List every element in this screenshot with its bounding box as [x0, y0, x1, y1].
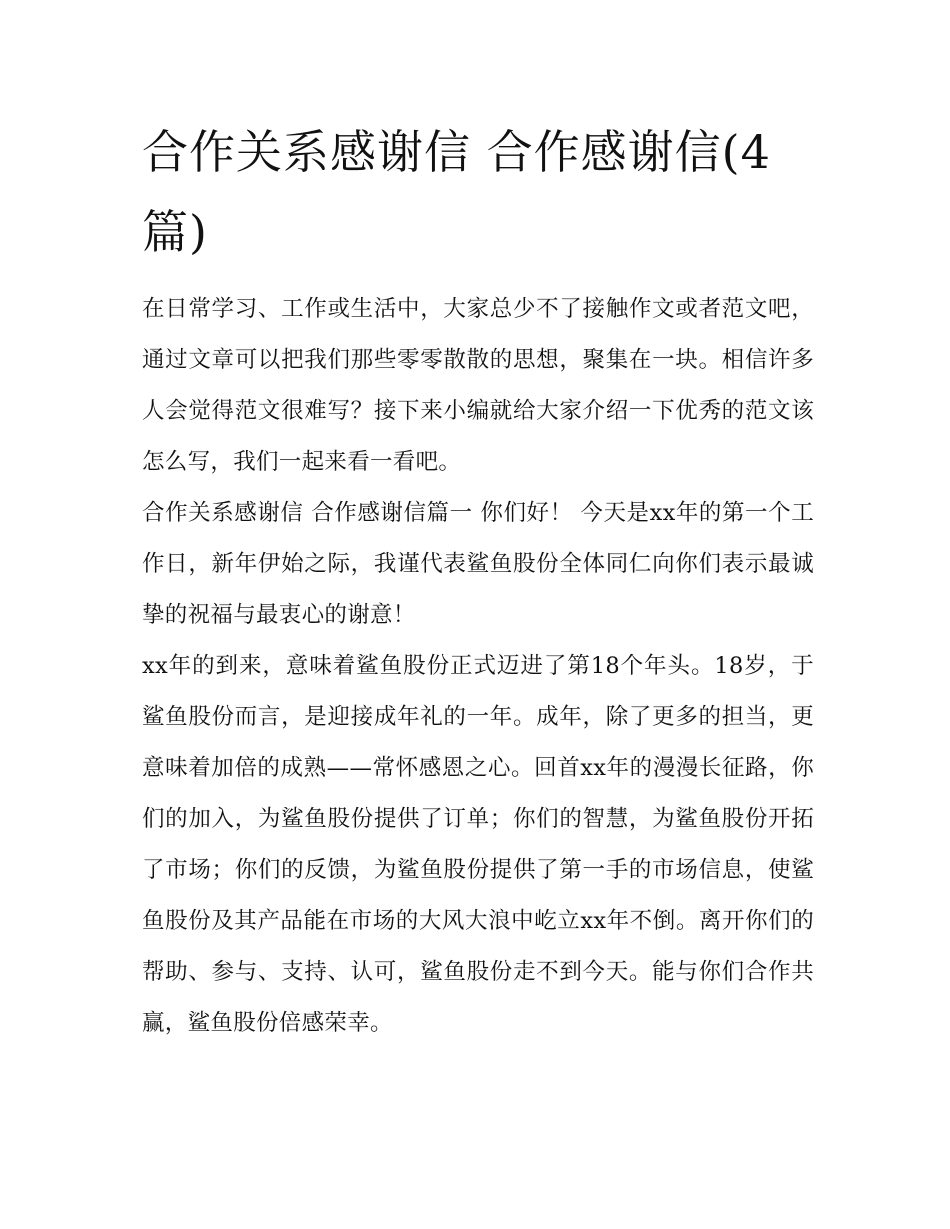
letter-opening-paragraph: 合作关系感谢信 合作感谢信篇一 你们好！ 今天是xx年的第一个工作日，新年伊始之际，我谨代表鲨鱼股份全体同仁向你们表示最诚挚的祝福与最衷心的谢意！: [142, 500, 814, 628]
letter-body-paragraph: xx年的到来，意味着鲨鱼股份正式迈进了第18个年头。18岁，于鲨鱼股份而言，是迎接成年礼的一年。成年，除了更多的担当，更意味着加倍的成熟——常怀感恩之心。回首xx年的漫漫长征路，你们的加入，为鲨鱼股份提供了订单；你们的智慧，为鲨鱼股份开拓了市场；你们的反馈，为鲨鱼股份提供了第一手的市场信息，使鲨鱼股份及其产品能在市场的大风大浪中屹立xx年不倒。离开你们的帮助、参与、支持、认可，鲨鱼股份走不到今天。能与你们合作共赢，鲨鱼股份倍感荣幸。: [142, 653, 814, 1036]
document-title: 合作关系感谢信 合作感谢信(4篇): [142, 125, 771, 259]
document-page: [142, 112, 814, 1049]
intro-paragraph: 在日常学习、工作或生活中，大家总少不了接触作文或者范文吧，通过文章可以把我们那些零零散散的思想，聚集在一块。相信许多人会觉得范文很难写？接下来小编就给大家介绍一下优秀的范文该怎么写，我们一起来看一看吧。: [142, 296, 814, 475]
